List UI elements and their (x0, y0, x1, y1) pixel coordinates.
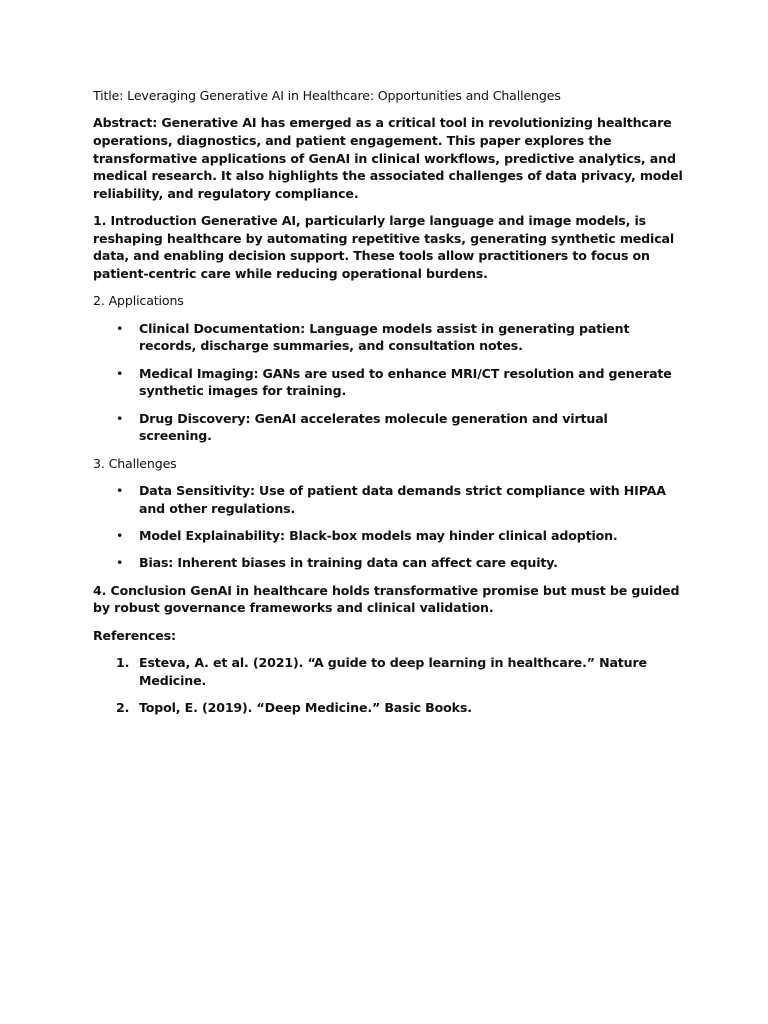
list-item (93, 554, 683, 572)
conclusion-paragraph: 4. Conclusion GenAI in healthcare holds transformative promise but must be guided by robust governance frameworks and clinical validation. (93, 582, 680, 616)
bullet-icon: • (116, 365, 124, 381)
abstract-paragraph: Abstract: Generative AI has emerged as a critical tool in revolutionizing healthcare operations, diagnostics, and patient engagement. This paper explores the transformative applications of GenAI in clinical workflows, predictive analytics, and medical research. It also highlights the associated challenges of data privacy, model reliability, and regulatory compliance. (93, 115, 683, 201)
document-page (93, 87, 683, 727)
list-item-text: Medical Imaging: GANs are used to enhance MRI/CT resolution and generate synthetic images for training. (139, 365, 672, 399)
list-item-text: Drug Discovery: GenAI accelerates molecule generation and virtual screening. (139, 410, 608, 444)
reference-text: Topol, E. (2019). “Deep Medicine.” Basic Books. (139, 700, 472, 716)
list-item (93, 527, 683, 545)
reference-item (93, 699, 683, 717)
challenges-heading: 3. Challenges (93, 455, 177, 471)
list-item-text: Bias: Inherent biases in training data can affect care equity. (139, 555, 558, 571)
applications-list (93, 320, 683, 445)
reference-number: 2. (116, 700, 130, 716)
list-item-text: Clinical Documentation: Language models assist in generating patient records, discharge summaries, and consultation notes. (139, 320, 630, 354)
challenges-list (93, 482, 683, 572)
bullet-icon: • (116, 320, 124, 336)
list-item-text: Model Explainability: Black-box models may hinder clinical adoption. (139, 528, 618, 544)
reference-item (93, 654, 683, 689)
reference-text: Esteva, A. et al. (2021). “A guide to deep learning in healthcare.” Nature Medicine. (139, 655, 647, 688)
bullet-icon: • (116, 410, 124, 426)
applications-heading: 2. Applications (93, 293, 184, 309)
list-item (93, 482, 683, 517)
reference-number: 1. (116, 655, 130, 671)
list-item (93, 410, 683, 445)
list-item-text: Data Sensitivity: Use of patient data demands strict compliance with HIPAA and other regulations. (139, 483, 666, 516)
references-list (93, 654, 683, 717)
bullet-icon: • (116, 483, 124, 499)
references-heading: References: (93, 627, 176, 643)
bullet-icon: • (116, 528, 124, 544)
list-item (93, 320, 683, 355)
document-title: Title: Leveraging Generative AI in Healthcare: Opportunities and Challenges (93, 88, 561, 103)
list-item (93, 365, 683, 400)
bullet-icon: • (116, 555, 124, 571)
introduction-paragraph: 1. Introduction Generative AI, particularly large language and image models, is reshaping healthcare by automating repetitive tasks, generating synthetic medical data, and enabling decision support. These tools allow practitioners to focus on patient-centric care while reducing operational burdens. (93, 213, 675, 281)
